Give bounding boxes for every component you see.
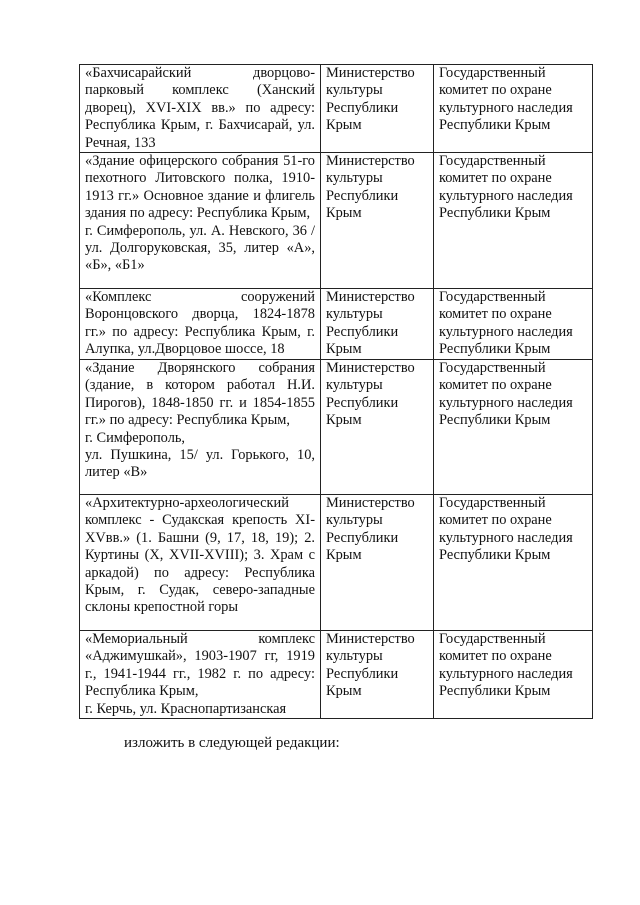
- object-cell: [80, 495, 321, 631]
- committee-cell-text: Республики Крым: [439, 412, 551, 429]
- object-cell-text: «Мемориальный комплекс «Аджимушкай», 1903-1907 гг, 1919 г., 1941-1944 гг., 1982 г. по адресу: Республика Крым,: [85, 631, 315, 700]
- object-cell: [80, 153, 321, 289]
- object-cell-text: «Комплекс сооружений Воронцовского дворца, 1824-1878 гг.» по адресу: Республика Крым, г. Алупка, ул.Дворцовое шоссе, 18: [85, 289, 315, 358]
- committee-cell-text: культурного наследия: [439, 665, 573, 682]
- amendment-note: изложить в следующей редакции:: [124, 735, 340, 751]
- committee-cell-text: комитет по охране: [439, 377, 552, 394]
- object-cell-text: «Здание Дворянского собрания (здание, в котором работал Н.И. Пирогов), 1848-1850 гг. и 1854-1855 гг.» по адресу: Республика Крым,: [85, 360, 315, 429]
- committee-cell-text: комитет по охране: [439, 512, 552, 529]
- committee-cell: [434, 153, 593, 289]
- ministry-cell-text: Республики: [326, 665, 399, 682]
- ministry-cell: [321, 495, 434, 631]
- object-cell-text: ул. Пушкина, 15/ ул. Горького, 10, литер «В»: [85, 447, 315, 481]
- ministry-cell-text: культуры: [326, 512, 383, 529]
- object-cell-text: г. Симферополь, ул. А. Невского, 36 / ул. Долгоруковская, 35, литер «А», «Б», «Б1»: [85, 222, 315, 274]
- ministry-cell-text: культуры: [326, 648, 383, 665]
- committee-cell-text: культурного наследия: [439, 323, 573, 340]
- object-cell-text: «Бахчисарайский дворцово-парковый комплекс (Ханский дворец), XVI-XIX вв.» по адресу: Республика Крым, г. Бахчисарай, ул. Речная, 133: [85, 65, 315, 151]
- ministry-cell-text: Республики: [326, 187, 399, 204]
- ministry-cell-text: Министерство: [326, 289, 415, 306]
- ministry-cell-text: Министерство: [326, 631, 415, 648]
- committee-cell-text: культурного наследия: [439, 99, 573, 116]
- object-cell: [80, 65, 321, 153]
- committee-cell-text: Республики Крым: [439, 117, 551, 134]
- table-body: [80, 65, 593, 719]
- committee-cell-text: Государственный: [439, 495, 546, 512]
- committee-cell-text: Республики Крым: [439, 683, 551, 700]
- table-row: [80, 360, 593, 495]
- ministry-cell-text: культуры: [326, 377, 383, 394]
- committee-cell-text: Государственный: [439, 153, 546, 170]
- table-row: [80, 495, 593, 631]
- committee-cell-text: комитет по охране: [439, 170, 552, 187]
- committee-cell-text: культурного наследия: [439, 529, 573, 546]
- committee-cell-text: Республики Крым: [439, 547, 551, 564]
- committee-cell-text: комитет по охране: [439, 82, 552, 99]
- committee-cell-text: Государственный: [439, 65, 546, 81]
- ministry-cell-text: Крым: [326, 547, 362, 564]
- table-row: [80, 153, 593, 289]
- ministry-cell-text: Крым: [326, 412, 362, 429]
- committee-cell-text: Государственный: [439, 289, 546, 306]
- committee-cell: [434, 360, 593, 495]
- committee-cell-text: Государственный: [439, 360, 546, 377]
- ministry-cell-text: Республики: [326, 323, 399, 340]
- committee-cell-text: Государственный: [439, 631, 546, 648]
- ministry-cell-text: Республики: [326, 99, 399, 116]
- ministry-cell-text: культуры: [326, 82, 383, 99]
- ministry-cell: [321, 65, 434, 153]
- ministry-cell-text: Республики: [326, 394, 399, 411]
- committee-cell-text: культурного наследия: [439, 187, 573, 204]
- ministry-cell-text: культуры: [326, 170, 383, 187]
- object-cell: [80, 631, 321, 719]
- ministry-cell-text: Министерство: [326, 65, 415, 81]
- ministry-cell-text: Министерство: [326, 360, 415, 377]
- committee-cell-text: комитет по охране: [439, 648, 552, 665]
- ministry-cell-text: Министерство: [326, 153, 415, 170]
- ministry-cell-text: Республики: [326, 529, 399, 546]
- ministry-cell-text: Министерство: [326, 495, 415, 512]
- table-row: [80, 65, 593, 153]
- object-cell-text: «Архитектурно-археологический комплекс - Судакская крепость XI-XVвв.» (1. Башни (9, 17, 18, 19); 2. Куртины (X, XVII-XVIII); 3. Храм с аркадой) по адресу: Республика Крым, г. Судак, северо-западные склоны крепостной горы: [85, 495, 315, 616]
- committee-cell-text: Республики Крым: [439, 205, 551, 222]
- ministry-cell: [321, 360, 434, 495]
- committee-cell: [434, 65, 593, 153]
- ministry-cell-text: культуры: [326, 306, 383, 323]
- heritage-objects-table: [79, 64, 593, 719]
- object-cell: [80, 289, 321, 360]
- committee-cell-text: комитет по охране: [439, 306, 552, 323]
- table-row: [80, 289, 593, 360]
- object-cell: [80, 360, 321, 495]
- table-row: [80, 631, 593, 719]
- ministry-cell-text: Крым: [326, 205, 362, 222]
- ministry-cell: [321, 153, 434, 289]
- ministry-cell-text: Крым: [326, 117, 362, 134]
- committee-cell: [434, 631, 593, 719]
- object-cell-text: «Здание офицерского собрания 51-го пехотного Литовского полка, 1910-1913 гг.» Основное здание и флигель здания по адресу: Республика Крым,: [85, 153, 315, 222]
- ministry-cell: [321, 289, 434, 360]
- object-cell-text: г. Керчь, ул. Краснопартизанская: [85, 700, 287, 717]
- object-cell-text: г. Симферополь,: [85, 429, 186, 446]
- committee-cell: [434, 289, 593, 360]
- committee-cell-text: Республики Крым: [439, 341, 551, 358]
- committee-cell: [434, 495, 593, 631]
- committee-cell-text: культурного наследия: [439, 394, 573, 411]
- ministry-cell: [321, 631, 434, 719]
- ministry-cell-text: Крым: [326, 683, 362, 700]
- ministry-cell-text: Крым: [326, 341, 362, 358]
